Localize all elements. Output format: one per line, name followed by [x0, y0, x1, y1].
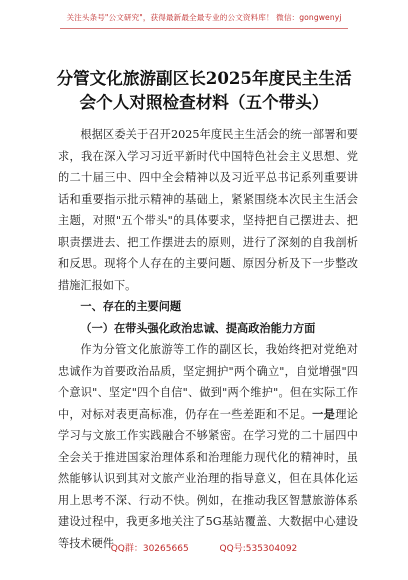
point-marker: 一是 — [312, 406, 336, 421]
subsection-heading: （一）在带头强化政治忠诚、提高政治能力方面 — [80, 320, 316, 335]
body-paragraph — [58, 339, 358, 554]
title-line-1: 分管文化旅游副区长2025年度民主生活 — [56, 68, 352, 88]
paragraph-text: 作为分管文化旅游等工作的副区长，我始终把对党绝对忠诚作为首要政治品质，坚定拥护"两个确立"，自觉增强"四个意识"、坚定"四个自信"、做到"两个维护"。但在实际工作中，对标对表更高标准，仍存在一些差距和不足。 — [58, 343, 358, 421]
footer-qq-number: QQ号:535304092 — [219, 544, 298, 554]
section-heading: 一、存在的主要问题 — [80, 300, 182, 313]
paragraph-text-continued: 理论学习与文旅工作实践融合不够紧密。在学习党的二十届四中全会关于推进国家治理体系和治理能力现代化的精神时，虽然能够认识到其对文旅产业治理的指导意义，但在具体化运用上思考不深、行动不快。例如，在推动我区智慧旅游体系建设过程中，我更多地关注了5G基站覆盖、大数据中心建设等技术硬件 — [58, 407, 358, 550]
page-header: 关注头条号"公文研究"，获得最新最全最专业的公文资料库！ 微信：gongwenyj — [66, 13, 342, 22]
header-divider — [60, 28, 348, 29]
title-line-2: 会个人对照检查材料（五个带头） — [79, 92, 329, 112]
document-body — [58, 124, 358, 554]
intro-paragraph: 根据区委关于召开2025年度民主生活会的统一部署和要求，我在深入学习习近平新时代中国特色社会主义思想、党的二十届三中、四中全会精神以及习近平总书记系列重要讲话和重要指示批示精神的基础上，紧紧围绕本次民主生活会主题，对照"五个带头"的具体要求，坚持把自己摆进去、把职责摆进去、把工作摆进去的原则，进行了深刻的自我剖析和反思。现将个人存在的主要问题、原因分析及下一步整改措施汇报如下。 — [58, 128, 358, 292]
page-footer — [0, 541, 408, 554]
footer-qq-group: QQ群：30265665 — [110, 544, 189, 554]
document-title — [20, 66, 388, 114]
